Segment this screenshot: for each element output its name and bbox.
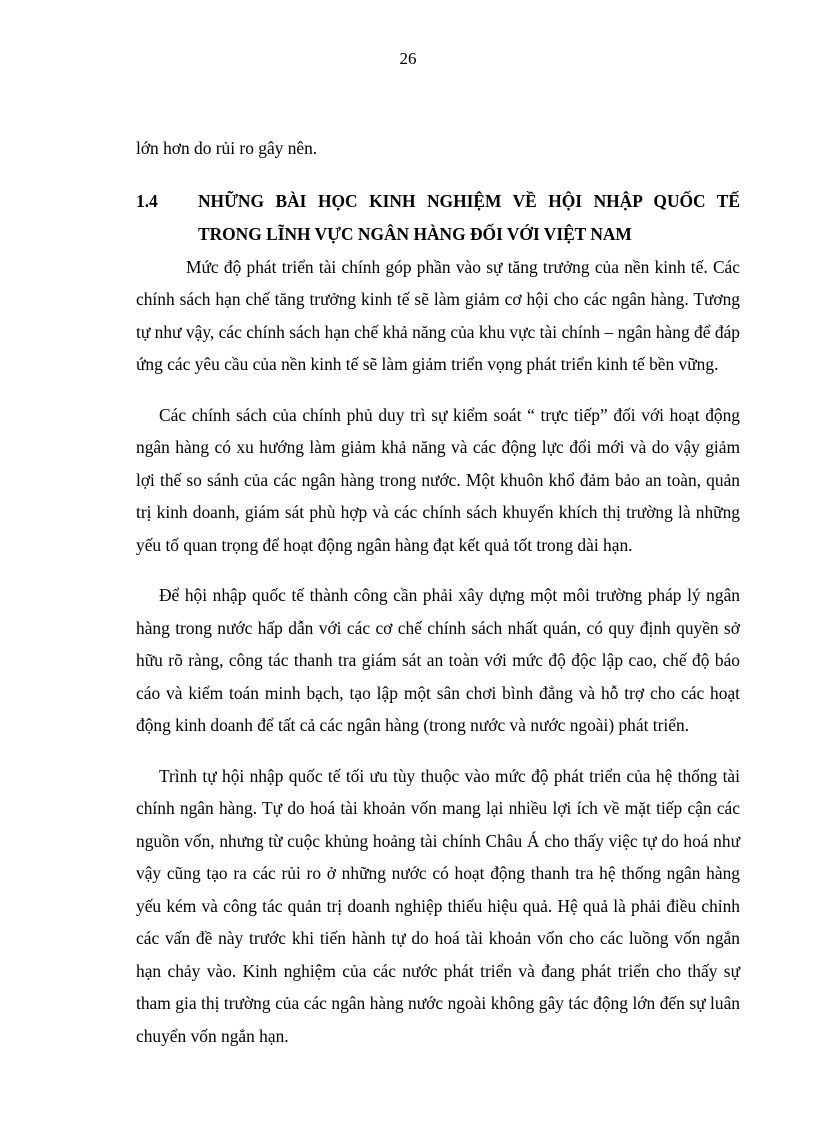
- paragraph: Mức độ phát triển tài chính góp phần vào sự tăng trưởng của nền kinh tế. Các chính sách hạn chế tăng trưởng kinh tế sẽ làm giảm cơ hội cho các ngân hàng. Tương tự như vậy, các chính sách hạn chế khả năng của khu vực tài chính – ngân hàng để đáp ứng các yêu cầu của nền kinh tế sẽ làm giảm triển vọng phát triển kinh tế bền vững.: [136, 256, 740, 374]
- page-number: 26: [399, 49, 417, 68]
- section-heading: [136, 185, 740, 251]
- paragraph: Các chính sách của chính phủ duy trì sự kiểm soát “ trực tiếp” đối với hoạt động ngân hàng có xu hướng làm giảm khả năng và các động lực đổi mới và do vậy giảm lợi thế so sánh của các ngân hàng trong nước. Một khuôn khổ đảm bảo an toàn, quản trị kinh doanh, giám sát phù hợp và các chính sách khuyến khích thị trường là những yếu tố quan trọng để hoạt động ngân hàng đạt kết quả tốt trong dài hạn.: [136, 404, 740, 555]
- continuation-text: lớn hơn do rủi ro gây nên.: [136, 138, 318, 158]
- document-body: [136, 132, 740, 1052]
- section-title: NHỮNG BÀI HỌC KINH NGHIỆM VỀ HỘI NHẬP QUỐC TẾ TRONG LĨNH VỰC NGÂN HÀNG ĐỐI VỚI VIỆT NAM: [198, 190, 740, 244]
- paragraph: Trình tự hội nhập quốc tế tối ưu tùy thuộc vào mức độ phát triển của hệ thống tài chính ngân hàng. Tự do hoá tài khoản vốn mang lại nhiều lợi ích về mặt tiếp cận các nguồn vốn, nhưng từ cuộc khủng hoảng tài chính Châu Á cho thấy việc tự do hoá như vậy cũng tạo ra các rủi ro ở những nước có hoạt động thanh tra hệ thống ngân hàng yếu kém và công tác quản trị doanh nghiệp thiếu hiệu quả. Hệ quả là phải điều chỉnh các vấn đề này trước khi tiến hành tự do hoá tài khoản vốn cho các luồng vốn ngắn hạn chảy vào. Kinh nghiệm của các nước phát triển và đang phát triển cho thấy sự tham gia thị trường của các ngân hàng nước ngoài không gây tác động lớn đến sự luân chuyển vốn ngắn hạn.: [136, 765, 740, 1046]
- section-number: 1.4: [136, 190, 158, 211]
- paragraph: Để hội nhập quốc tế thành công cần phải xây dựng một môi trường pháp lý ngân hàng trong nước hấp dẫn với các cơ chế chính sách nhất quán, có quy định quyền sở hữu rõ ràng, công tác thanh tra giám sát an toàn với mức độ độc lập cao, chế độ báo cáo và kiểm toán minh bạch, tạo lập một sân chơi bình đẳng và hỗ trợ cho các hoạt động kinh doanh để tất cả các ngân hàng (trong nước và nước ngoài) phát triển.: [136, 585, 740, 735]
